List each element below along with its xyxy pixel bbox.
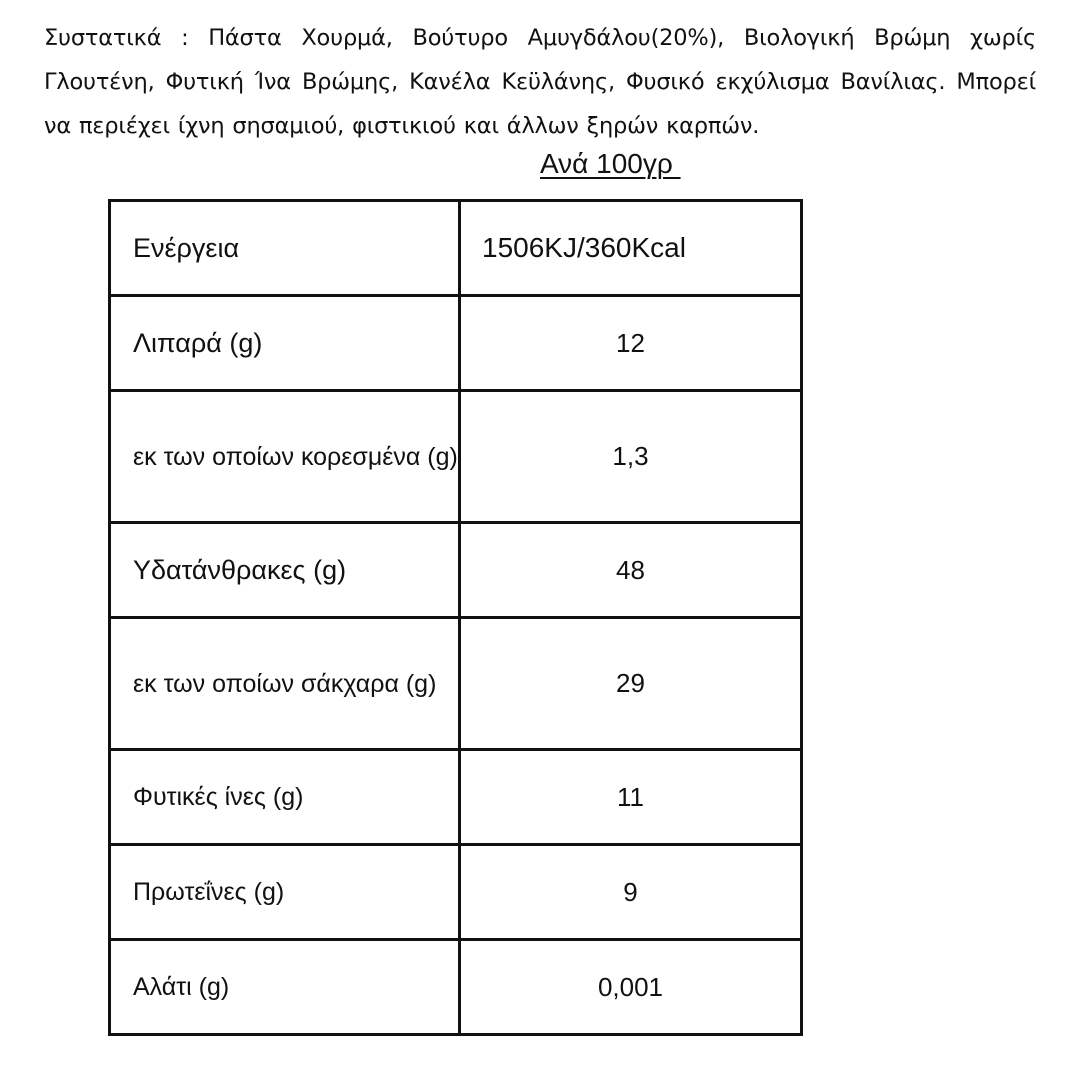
nutrient-label: Αλάτι (g): [110, 940, 460, 1035]
nutrition-row-fat: [110, 296, 802, 391]
nutrient-label: Πρωτεΐνες (g): [110, 845, 460, 940]
nutrient-label: Υδατάνθρακες (g): [110, 523, 460, 618]
nutrition-row-saturated-fat: [110, 391, 802, 523]
nutrient-value: 1506KJ/360Kcal: [460, 201, 802, 296]
nutrition-row-protein: [110, 845, 802, 940]
nutrient-value: 9: [460, 845, 802, 940]
nutrient-label: Λιπαρά (g): [110, 296, 460, 391]
ingredients-text: Συστατικά : Πάστα Χουρμά, Βούτυρο Αμυγδάλου(20%), Βιολογική Βρώμη χωρίς Γλουτένη, Φυτική Ίνα Βρώμης, Κανέλα Κεϋλάνης, Φυσικό εκχύλισμα Βανίλιας. Μπορεί να περιέχει ίχνη σησαμιού, φιστικιού και άλλων ξηρών καρπών.: [44, 25, 1036, 139]
nutrition-row-energy: [110, 201, 802, 296]
nutrition-row-fiber: [110, 750, 802, 845]
per-100g-heading: Ανά 100γρ: [540, 148, 681, 179]
nutrient-value: 12: [460, 296, 802, 391]
nutrition-row-sugars: [110, 618, 802, 750]
nutrition-row-salt: [110, 940, 802, 1035]
nutrient-label: εκ των οποίων σάκχαρα (g): [110, 618, 460, 750]
nutrition-row-carbohydrates: [110, 523, 802, 618]
nutrient-value: 0,001: [460, 940, 802, 1035]
nutrition-table: [108, 199, 803, 1036]
nutrient-label: Ενέργεια: [110, 201, 460, 296]
nutrient-label: Φυτικές ίνες (g): [110, 750, 460, 845]
nutrient-value: 48: [460, 523, 802, 618]
nutrient-value: 11: [460, 750, 802, 845]
nutrient-value: 1,3: [460, 391, 802, 523]
nutrient-value: 29: [460, 618, 802, 750]
nutrient-label: εκ των οποίων κορεσμένα (g): [110, 391, 460, 523]
